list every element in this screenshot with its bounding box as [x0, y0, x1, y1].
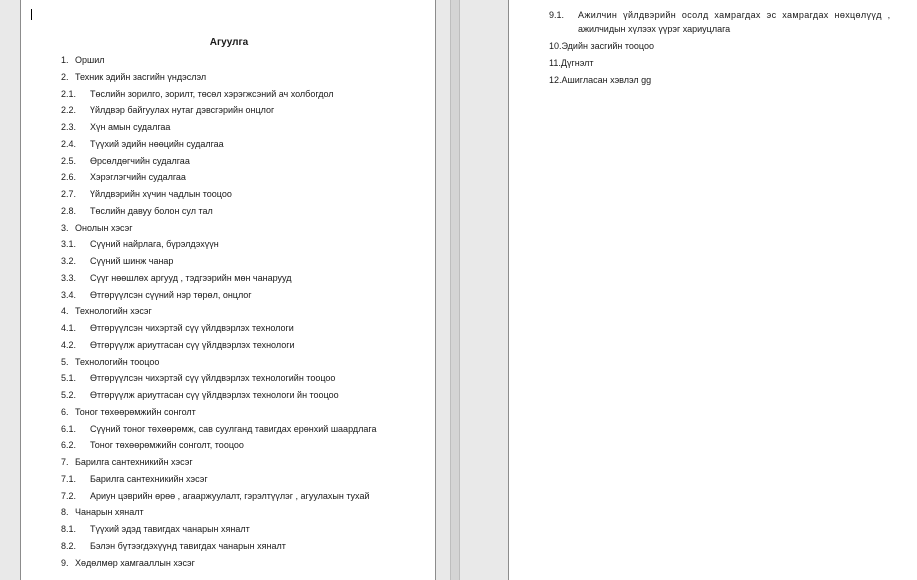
toc-entry	[549, 9, 891, 21]
toc-entry	[61, 289, 252, 301]
toc-entry	[61, 255, 173, 267]
toc-entry-number: 7.	[61, 457, 69, 467]
toc-entry-text: Өтгөрүүлж ариутгасан сүү үйлдвэрлэх технологи йн тооцоо	[90, 390, 339, 400]
toc-entry-number: 9.1.	[549, 10, 565, 20]
toc-entry-text: Өтгөрүүлсэн чихэртэй сүү үйлдвэрлэх технологи	[90, 323, 294, 333]
toc-entry-text: Эдийн засгийн тооцоо	[561, 41, 654, 51]
toc-entry-number: 5.2.	[61, 390, 77, 400]
toc-entry-text: Ариун цэврийн өрөө , агааржуулалт, гэрэлтүүлэг , агуулахын тухай	[90, 490, 370, 501]
toc-entry	[61, 439, 244, 451]
toc-entry	[61, 71, 206, 83]
toc-entry-number: 2.6.	[61, 172, 77, 183]
toc-entry	[61, 205, 213, 217]
toc-entry	[61, 423, 376, 435]
toc-entry-text: Барилга сантехникийн хэсэг	[90, 473, 208, 484]
toc-entry-number: 2.7.	[61, 189, 77, 199]
toc-entry-number: 4.2.	[61, 339, 77, 350]
toc-entry	[61, 238, 219, 250]
toc-entry-text: Сүүний найрлага, бүрэлдэхүүн	[90, 239, 219, 250]
toc-entry	[61, 523, 250, 535]
toc-entry-number: 8.	[61, 507, 69, 518]
toc-entry-number: 12.	[549, 75, 562, 85]
toc-entry	[61, 372, 335, 384]
toc-entry-number: 6.2.	[61, 440, 77, 451]
toc-entry	[61, 506, 144, 518]
toc-entry-text: Сүүг нөөшлөх аргууд , тэдгээрийн мөн чанарууд	[90, 272, 292, 283]
toc-entry-text: Сүүний тоног төхөөрөмж, сав суулганд тавигдах ерөнхий шаардлага	[90, 423, 377, 434]
toc-entry-text: Барилга сантехникийн хэсэг	[75, 457, 193, 467]
toc-entry	[61, 188, 232, 200]
toc-entry-number: 11.	[549, 58, 561, 68]
toc-entry-text: Өтгөрүүлсэн сүүний нэр төрөл, онцлог	[90, 289, 252, 300]
toc-entry	[549, 57, 593, 69]
toc-entry	[61, 356, 159, 368]
toc-entry	[61, 322, 294, 334]
toc-entry-continuation: ажилчидын хүлээх үүрэг хариуцлага	[578, 24, 731, 34]
toc-entry-number: 4.1.	[61, 323, 77, 333]
toc-entry	[61, 305, 152, 317]
toc-entry-number: 2.2.	[61, 105, 77, 116]
toc-entry-number: 2.5.	[61, 155, 77, 166]
toc-entry-text: Тоног төхөөрөмжийн сонголт	[75, 406, 196, 417]
toc-entry-text: Үйлдвэр байгуулах нутаг дэвсгэрийн онцлог	[90, 105, 275, 116]
toc-entry-number: 3.3.	[61, 272, 77, 283]
toc-entry	[61, 54, 105, 66]
toc-entry-number: 10.	[549, 41, 562, 51]
toc-entry-number: 2.4.	[61, 138, 77, 149]
text-cursor	[31, 9, 32, 20]
toc-entry	[61, 171, 186, 183]
toc-entry-text: Түүхий эдийн нөөцийн судалгаа	[90, 138, 224, 149]
toc-entry-text: Өрсөлдөгчийн судалгаа	[90, 155, 190, 166]
toc-entry-number: 3.2.	[61, 256, 77, 266]
toc-entry	[549, 40, 654, 52]
toc-entry-number: 2.1.	[61, 88, 77, 99]
toc-entry-number: 5.	[61, 356, 69, 367]
toc-entry-number: 2.3.	[61, 122, 77, 132]
toc-entry	[61, 389, 339, 401]
toc-entry-text: Өтгөрүүлсэн чихэртэй сүү үйлдвэрлэх технологийн тооцоо	[90, 373, 336, 384]
toc-entry-text: Оршил	[75, 55, 105, 65]
toc-entry-text: Хэрэглэгчийн судалгаа	[90, 172, 186, 183]
toc-entry-number: 8.2.	[61, 540, 77, 551]
toc-entry	[61, 155, 190, 167]
toc-entry-text: Технологийн хэсэг	[75, 306, 152, 317]
toc-entry-text: Төслийн давуу болон сул тал	[90, 205, 213, 216]
toc-entry	[61, 406, 196, 418]
toc-entry	[61, 490, 369, 502]
toc-entry-number: 7.1.	[61, 473, 77, 484]
toc-entry-text: Тоног төхөөрөмжийн сонголт, тооцоо	[90, 440, 244, 451]
toc-entry-text: Бэлэн бүтээгдэхүүнд тавигдах чанарын хяналт	[90, 540, 286, 551]
toc-entry-text: Онолын хэсэг	[75, 222, 133, 233]
toc-entry-text: Өтгөрүүлж ариутгасан сүү үйлдвэрлэх технологи	[90, 339, 295, 350]
toc-entry	[61, 540, 286, 552]
toc-entry	[61, 339, 295, 351]
toc-entry-number: 2.	[61, 71, 69, 82]
toc-entry-number: 3.4.	[61, 289, 77, 300]
toc-entry	[549, 74, 651, 86]
document-page-left[interactable]	[20, 0, 436, 580]
document-page-right[interactable]	[508, 0, 917, 580]
toc-entry-text: Техник эдийн засгийн үндэслэл	[75, 71, 207, 82]
toc-entry-text: Түүхий эдэд тавигдах чанарын хяналт	[90, 524, 250, 534]
toc-entry-text: Ашигласан хэвлэл gg	[561, 75, 652, 85]
toc-entry	[61, 557, 195, 569]
toc-entry-text: Төслийн зорилго, зорилт, төсөл хэрэгжсэний ач холбогдол	[90, 88, 334, 99]
toc-entry-number: 3.	[61, 222, 69, 233]
toc-entry	[61, 272, 291, 284]
toc-entry-number: 4.	[61, 306, 69, 317]
toc-entry-text: Үйлдвэрийн хүчин чадлын тооцоо	[90, 189, 232, 199]
toc-entry	[61, 104, 274, 116]
toc-entry-number: 3.1.	[61, 239, 77, 250]
toc-entry-text: Хөдөлмөр хамгааллын хэсэг	[75, 557, 195, 568]
toc-entry-text: Чанарын хяналт	[75, 507, 144, 518]
toc-entry	[61, 473, 208, 485]
toc-entry-number: 6.	[61, 406, 69, 417]
toc-title: Агуулга	[209, 37, 249, 48]
toc-entry	[61, 88, 334, 100]
toc-entry-number: 7.2.	[61, 490, 77, 501]
toc-entry-number: 8.1.	[61, 524, 77, 534]
toc-entry-number: 6.1.	[61, 423, 77, 434]
page-gap	[450, 0, 460, 580]
toc-entry-text: Ажилчин үйлдвэрийн осолд хамрагдах эс хамрагдах нөхцөлүүд ,	[578, 10, 891, 20]
toc-entry-number: 1.	[61, 55, 69, 65]
toc-entry-number: 9.	[61, 557, 69, 568]
toc-entry-number: 5.1.	[61, 373, 77, 384]
toc-entry-text: Хүн амын судалгаа	[90, 122, 171, 132]
toc-entry	[61, 222, 133, 234]
toc-entry-text: Дүгнэлт	[560, 58, 594, 68]
toc-entry	[61, 456, 193, 468]
toc-entry	[61, 138, 224, 150]
toc-entry-text: Технологийн тооцоо	[75, 356, 160, 367]
toc-entry-number: 2.8.	[61, 205, 77, 216]
toc-entry	[61, 121, 170, 133]
toc-entry-text: Сүүний шинж чанар	[90, 256, 174, 266]
